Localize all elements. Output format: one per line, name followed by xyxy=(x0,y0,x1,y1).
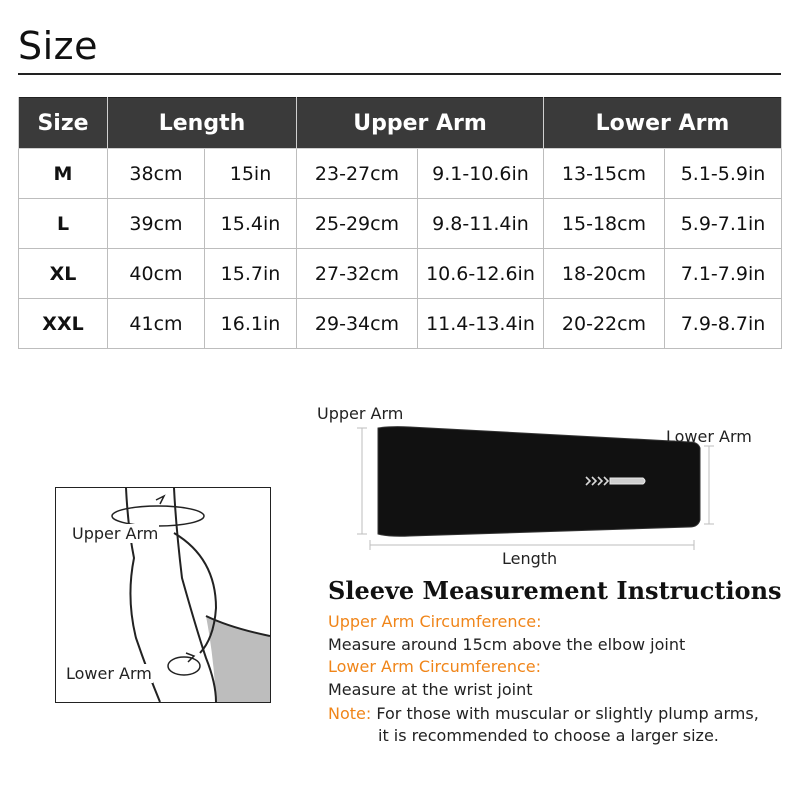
length-cm-cell: 41cm xyxy=(108,299,205,349)
lower-cm-cell: 18-20cm xyxy=(544,249,665,299)
lower-arm-text: Measure at the wrist joint xyxy=(328,680,533,699)
upper-in-cell: 9.1-10.6in xyxy=(418,149,544,199)
table-row xyxy=(19,249,782,299)
upper-cm-cell: 25-29cm xyxy=(297,199,418,249)
note-line xyxy=(328,704,759,723)
length-cm-cell: 39cm xyxy=(108,199,205,249)
upper-cm-cell: 27-32cm xyxy=(297,249,418,299)
size-cell: XL xyxy=(19,249,108,299)
table-row xyxy=(19,149,782,199)
header-length: Length xyxy=(108,98,297,149)
header-lower-arm: Lower Arm xyxy=(544,98,782,149)
length-in-cell: 15.7in xyxy=(205,249,297,299)
note-text-2: it is recommended to choose a larger size. xyxy=(378,726,719,745)
size-chart-table xyxy=(18,97,782,349)
length-cm-cell: 40cm xyxy=(108,249,205,299)
sleeve-lower-arm-label: Lower Arm xyxy=(666,427,752,446)
instructions-title: Sleeve Measurement Instructions xyxy=(328,576,782,605)
diagram-lower-arm-label: Lower Arm xyxy=(66,664,152,683)
length-cm-cell: 38cm xyxy=(108,149,205,199)
upper-arm-text: Measure around 15cm above the elbow joint xyxy=(328,635,686,654)
table-row xyxy=(19,299,782,349)
length-in-cell: 15.4in xyxy=(205,199,297,249)
upper-in-cell: 11.4-13.4in xyxy=(418,299,544,349)
upper-in-cell: 10.6-12.6in xyxy=(418,249,544,299)
title-divider xyxy=(18,73,781,75)
note-label: Note: xyxy=(328,704,372,723)
table-header-row xyxy=(19,98,782,149)
size-cell: L xyxy=(19,199,108,249)
upper-cm-cell: 29-34cm xyxy=(297,299,418,349)
sleeve-upper-arm-label: Upper Arm xyxy=(317,404,404,423)
lower-cm-cell: 15-18cm xyxy=(544,199,665,249)
upper-arm-heading: Upper Arm Circumference: xyxy=(328,612,542,631)
size-cell: M xyxy=(19,149,108,199)
note-text-1: For those with muscular or slightly plump arms, xyxy=(376,704,759,723)
length-in-cell: 15in xyxy=(205,149,297,199)
lower-in-cell: 7.9-8.7in xyxy=(665,299,782,349)
upper-cm-cell: 23-27cm xyxy=(297,149,418,199)
lower-cm-cell: 13-15cm xyxy=(544,149,665,199)
sleeve-diagram xyxy=(310,400,780,570)
header-upper-arm: Upper Arm xyxy=(297,98,544,149)
page-title: Size xyxy=(18,24,99,68)
arm-measurement-diagram xyxy=(55,487,271,703)
length-in-cell: 16.1in xyxy=(205,299,297,349)
lower-in-cell: 5.1-5.9in xyxy=(665,149,782,199)
lower-arm-heading: Lower Arm Circumference: xyxy=(328,657,542,676)
table-row xyxy=(19,199,782,249)
lower-in-cell: 7.1-7.9in xyxy=(665,249,782,299)
sleeve-length-label: Length xyxy=(502,549,558,568)
upper-in-cell: 9.8-11.4in xyxy=(418,199,544,249)
header-size: Size xyxy=(19,98,108,149)
diagram-upper-arm-label: Upper Arm xyxy=(72,524,159,543)
sleeve-illustration xyxy=(310,400,780,570)
lower-cm-cell: 20-22cm xyxy=(544,299,665,349)
size-cell: XXL xyxy=(19,299,108,349)
lower-in-cell: 5.9-7.1in xyxy=(665,199,782,249)
